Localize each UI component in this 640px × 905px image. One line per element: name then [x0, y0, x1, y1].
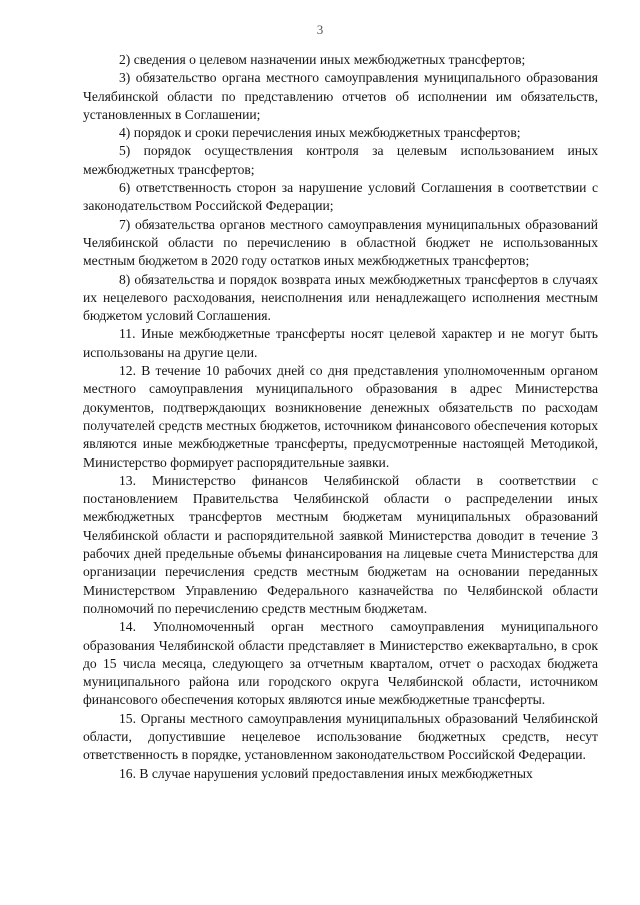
paragraph-item-7: 7) обязательства органов местного самоуправления муниципальных образований Челябинской области по перечислению в областной бюджет не использованных местным бюджетом в 2020 году остатков иных межбюджетных трансфертов;: [83, 216, 598, 269]
paragraph-item-5: 5) порядок осуществления контроля за целевым использованием иных межбюджетных трансфертов;: [83, 143, 598, 177]
paragraph-11: 11. Иные межбюджетные трансферты носят целевой характер и не могут быть использованы на другие цели.: [83, 326, 598, 360]
paragraph-14: 14. Уполномоченный орган местного самоуправления муниципального образования Челябинской области представляет в Министерство ежеквартально, в срок до 15 числа месяца, следующего за отчетным кварталом, отчет о расходах бюджета муниципального района или городского округа Челябинской области, источником финансового обеспечения которых являются иные межбюджетные трансферты.: [83, 619, 598, 708]
paragraph-item-4: 4) порядок и сроки перечисления иных межбюджетных трансфертов;: [119, 125, 521, 141]
paragraph-item-2: 2) сведения о целевом назначении иных межбюджетных трансфертов;: [119, 52, 526, 67]
paragraph-13: 13. Министерство финансов Челябинской области в соответствии с постановлением Правительства Челябинской области о распределении иных межбюджетных трансфертов местным бюджетам муниципальных образований Челябинской области и распорядительной заявкой Министерства доводит в течение 3 рабочих дней предельные объемы финансирования на лицевые счета Министерства для организации перечисления средств местным бюджетам на основании переданных Министерством Управлению Федерального казначейства по Челябинской области полномочий по перечислению средств местным бюджетам.: [83, 472, 598, 616]
paragraph-16: 16. В случае нарушения условий предоставления иных межбюджетных: [119, 765, 533, 781]
page-number: 3: [316, 22, 324, 37]
paragraph-item-8: 8) обязательства и порядок возврата иных межбюджетных трансфертов в случаях их нецелевого расходования, неисполнения или ненадлежащего исполнения местным бюджетом условий Соглашения.: [83, 271, 598, 324]
paragraph-15: 15. Органы местного самоуправления муниципальных образований Челябинской области, допустившие нецелевое использование бюджетных средств, несут ответственность в порядке, установленном законодательством Российской Федерации.: [83, 710, 598, 763]
paragraph-item-6: 6) ответственность сторон за нарушение условий Соглашения в соответствии с законодательством Российской Федерации;: [83, 180, 598, 214]
paragraph-12: 12. В течение 10 рабочих дней со дня представления уполномоченным органом местного самоуправления муниципального образования в адрес Министерства документов, подтверждающих возникновение денежных обязательств по расходам получателей средств местных бюджетов, источником финансового обеспечения которых являются иные межбюджетные трансферты, предусмотренные настоящей Методикой, Министерство формирует распорядительные заявки.: [83, 363, 598, 470]
paragraph-item-3: 3) обязательство органа местного самоуправления муниципального образования Челябинской области по представлению отчетов об исполнении им обязательств, установленных в Соглашении;: [83, 70, 598, 122]
document-body: [83, 51, 598, 783]
